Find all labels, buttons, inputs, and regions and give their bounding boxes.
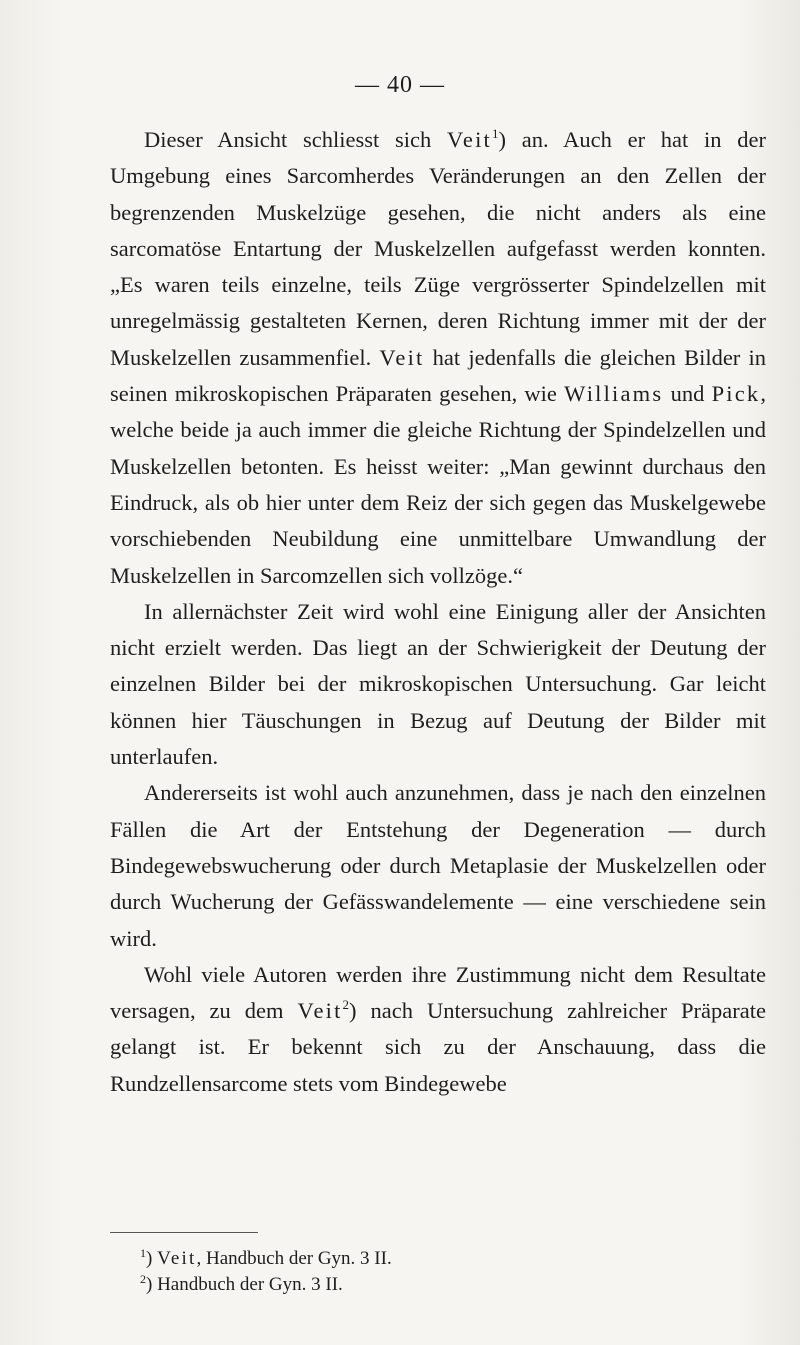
page-number: — 40 — <box>355 72 445 98</box>
author-name: Williams <box>564 381 664 407</box>
paragraph-1: Dieser Ansicht schliesst sich Veit$^1$) an. Auch er hat in der Umgebung eines Sarcomherdes Veränderungen an den Zellen der begrenzenden Muskelzüge gesehen, die nicht anders als eine sarcomatöse Entartung der Muskelzellen aufgefasst werden konnten. „Es waren teils einzelne, teils Züge vergrösserter Spindelzellen mit unregelmässig gestalteten Kernen, deren Richtung immer mit der der Muskelzellen zusammenfiel. Veit hat jedenfalls die gleichen Bilder in seinen mikroskopischen Präparaten gesehen, wie Williams und Pick, welche beide ja auch immer die gleiche Richtung der Spindelzellen und Muskelzellen betonten. Es heisst weiter: „Man gewinnt durchaus den Eindruck, als ob hier unter dem Reiz der sich gegen das Muskelgewebe vorschiebenden Neubildung eine unmittelbare Umwandlung der Muskelzellen in Sarcomzellen sich vollzöge.“ <box>110 126 767 588</box>
footnote-2: $^2$) Handbuch der Gyn. 3 II. <box>140 1272 343 1295</box>
footnote-ref: 2 <box>342 997 350 1013</box>
footnotes <box>140 1246 740 1298</box>
author-name: Pick <box>711 381 761 407</box>
body-text <box>110 122 766 1102</box>
paragraph-3: Andererseits ist wohl auch anzunehmen, dass je nach den einzelnen Fällen die Art der Entstehung der Degeneration — durch Bindegewebswucherung oder durch Metaplasie der Muskelzellen oder durch Wucherung der Gefässwandelemente — eine verschiedene sein wird. <box>110 780 766 951</box>
footnote-divider <box>110 1232 258 1233</box>
author-name: Veit <box>297 998 343 1024</box>
author-name: Veit <box>379 344 425 370</box>
footnote-1: $^1$) Veit, Handbuch der Gyn. 3 II. <box>140 1246 392 1269</box>
paragraph-4: Wohl viele Autoren werden ihre Zustimmung nicht dem Resultate versagen, zu dem Veit$^2$) nach Untersuchung zahlreicher Präparate gelangt ist. Er bekennt sich zu der Anschauung, dass die Rundzellensarcome stets vom Bindegewebe <box>110 961 766 1096</box>
paragraph-2: In allernächster Zeit wird wohl eine Einigung aller der Ansichten nicht erzielt werden. Das liegt an der Schwierigkeit der Deutung der einzelnen Bilder bei der mikroskopischen Untersuchung. Gar leicht können hier Täuschungen in Bezug auf Deutung der Bilder mit unterlaufen. <box>110 598 766 770</box>
author-name: Veit <box>446 127 492 152</box>
footnote-ref: 1 <box>492 126 499 141</box>
